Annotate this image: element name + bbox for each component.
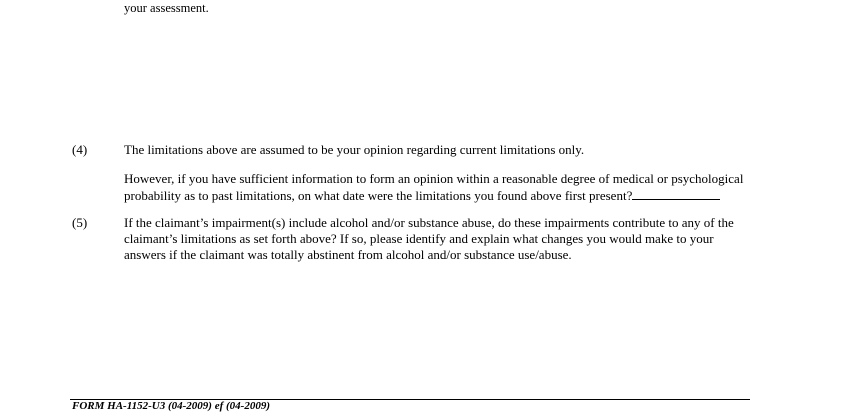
item4-statement: The limitations above are assumed to be your opinion regarding current limitations only. bbox=[124, 142, 585, 157]
assessment-text-fragment: your assessment. bbox=[124, 1, 209, 15]
item5-line2: claimant’s limitations as set forth above? If so, please identify and explain what changes you would make to your bbox=[124, 231, 714, 246]
item3-answer-area[interactable] bbox=[124, 18, 724, 138]
item5-answer-area[interactable] bbox=[124, 268, 724, 388]
past-limitations-date-field[interactable] bbox=[632, 187, 720, 200]
item4-question-line2-text: probability as to past limitations, on what date were the limitations you found above first present? bbox=[124, 188, 633, 203]
item4-question-line2 bbox=[124, 187, 720, 205]
item4-question-line1: However, if you have sufficient information to form an opinion within a reasonable degree of medical or psychological bbox=[124, 171, 744, 186]
item5-line3: answers if the claimant was totally abstinent from alcohol and/or substance use/abuse. bbox=[124, 247, 572, 262]
item5-number: (5) bbox=[72, 215, 88, 230]
item4-number: (4) bbox=[72, 142, 88, 157]
item5-line1: If the claimant’s impairment(s) include alcohol and/or substance abuse, do these impairments contribute to any of the bbox=[124, 215, 734, 230]
form-identifier: FORM HA-1152-U3 (04-2009) ef (04-2009) bbox=[72, 400, 270, 412]
